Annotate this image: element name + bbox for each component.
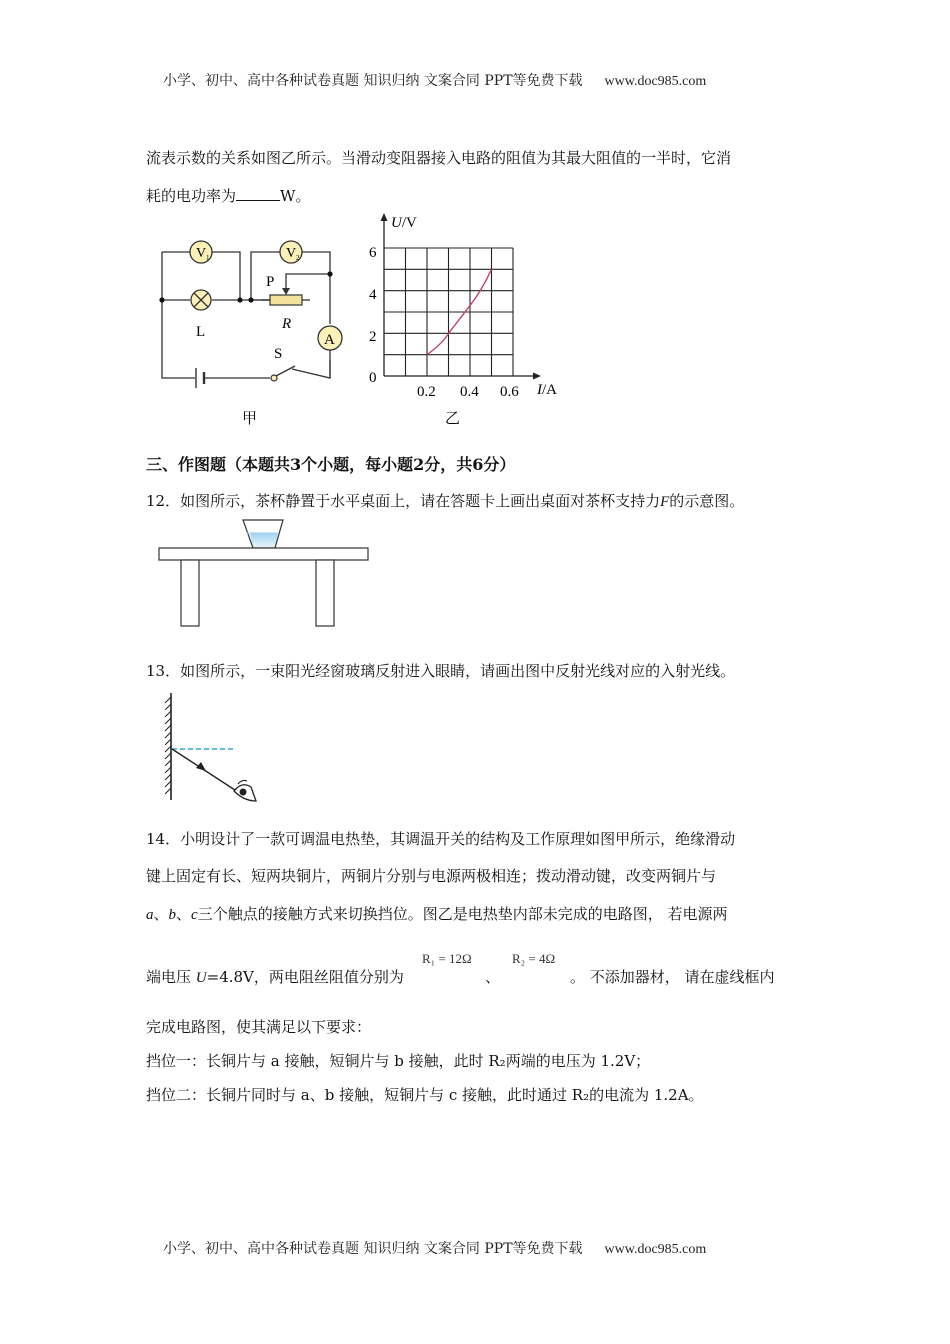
graph-caption: 乙 (445, 411, 461, 427)
water-fill (250, 533, 278, 548)
q14-line2: 键上固定有长、短两块铜片，两铜片分别与电源两极相连；拨动滑动键，改变两铜片与 (146, 867, 717, 885)
page-header (163, 70, 706, 90)
footer-url[interactable]: www.doc985.com (604, 1242, 707, 1257)
contact-c: c (191, 907, 198, 923)
v2-label: V (286, 246, 297, 261)
q11-line2-prefix: 耗的电功率为 (146, 187, 237, 205)
var-u: U (195, 970, 207, 986)
q13-text: 13．如图所示，一束阳光经窗玻璃反射进入眼睛，请画出图中反射光线对应的入射光线。 (146, 662, 736, 680)
q14-line5: 完成电路图，使其满足以下要求： (146, 1018, 372, 1036)
q12-var-f: F (660, 494, 670, 510)
ray-arrow-icon (196, 762, 206, 771)
lamp-icon (191, 290, 211, 310)
x-tick-0.2: 0.2 (417, 384, 436, 400)
q11-line2 (146, 185, 310, 206)
q14-line1: 14．小明设计了一款可调温电热垫，其调温开关的结构及工作原理如图甲所示，绝缘滑动 (146, 830, 736, 848)
switch-label: S (274, 346, 283, 362)
q14-line4-pre: 端电压 (146, 968, 196, 986)
v1-sub: 1 (206, 254, 210, 262)
separator: 、 (485, 968, 501, 986)
r2-equation: R₂ = 4Ω (512, 951, 556, 966)
header-url[interactable]: www.doc985.com (604, 74, 707, 89)
q14-line3 (146, 903, 727, 924)
circuit-caption: 甲 (242, 411, 258, 427)
ammeter-label: A (324, 332, 335, 348)
section-title: 三、作图题（本题共3个小题，每小题2分，共6分） (146, 455, 516, 474)
q12-text (146, 490, 744, 511)
y-tick-2: 2 (369, 329, 377, 345)
sep: 、 (176, 905, 192, 923)
sep: 、 (153, 905, 169, 923)
q14-line3-rest: 三个触点的接触方式来切换挡位。图乙是电热垫内部未完成的电路图， 若电源两 (197, 905, 728, 923)
contact-b: b (168, 907, 177, 923)
x-axis-label: I/A (537, 382, 557, 398)
resistor-label: R (282, 316, 292, 332)
mirror-hatching (165, 697, 171, 794)
q14-line4 (146, 966, 404, 987)
u-i-graph (355, 210, 575, 430)
eye-icon (234, 780, 256, 801)
y-axis-label: U/V (391, 215, 417, 231)
y-tick-0: 0 (369, 370, 377, 386)
v1-label: V (196, 246, 207, 261)
table-leg-left (181, 560, 199, 626)
contact-a: a (146, 907, 154, 923)
answer-blank (236, 186, 280, 201)
slider-label: P (266, 274, 275, 290)
y-tick-4: 4 (369, 287, 377, 303)
q14-position2: 挡位二：长铜片同时与 a、b 接触，短铜片与 c 接触，此时通过 R₂的电流为 1.2A。 (146, 1086, 704, 1104)
q14-position1: 挡位一：长铜片与 a 接触，短铜片与 b 接触，此时 R₂两端的电压为 1.2V； (146, 1052, 651, 1070)
x-tick-0.4: 0.4 (460, 384, 479, 400)
q12-text-main: 12．如图所示，茶杯静置于水平桌面上，请在答题卡上画出桌面对茶杯支持力 (146, 492, 661, 510)
q11-line2-suffix: W。 (280, 187, 311, 205)
r1-equation: R₁ = 12Ω (422, 951, 472, 966)
q11-line1: 流表示数的关系如图乙所示。当滑动变阻器接入电路的阻值为其最大阻值的一半时，它消 (146, 149, 732, 167)
table-top (159, 548, 368, 560)
table-cup-diagram (150, 515, 380, 635)
rheostat-icon (270, 295, 302, 305)
x-tick-0.6: 0.6 (500, 384, 519, 400)
mirror-diagram (150, 685, 280, 805)
y-tick-6: 6 (369, 245, 377, 261)
y-axis-arrow-icon (381, 213, 388, 221)
q14-line4-end: 。 不添加器材， 请在虚线框内 (570, 968, 775, 986)
q12-text-end: 的示意图。 (669, 492, 745, 510)
circuit-diagram (150, 228, 350, 428)
header-text: 小学、初中、高中各种试卷真题 知识归纳 文案合同 PPT等免费下载 (163, 73, 583, 89)
footer-text: 小学、初中、高中各种试卷真题 知识归纳 文案合同 PPT等免费下载 (163, 1241, 583, 1257)
table-leg-right (316, 560, 334, 626)
q14-line4-val: =4.8V，两电阻丝阻值分别为 (206, 968, 404, 986)
x-axis-arrow-icon (533, 373, 541, 380)
v2-sub: 2 (296, 254, 300, 262)
page-footer (163, 1238, 706, 1258)
lamp-label: L (196, 324, 206, 340)
